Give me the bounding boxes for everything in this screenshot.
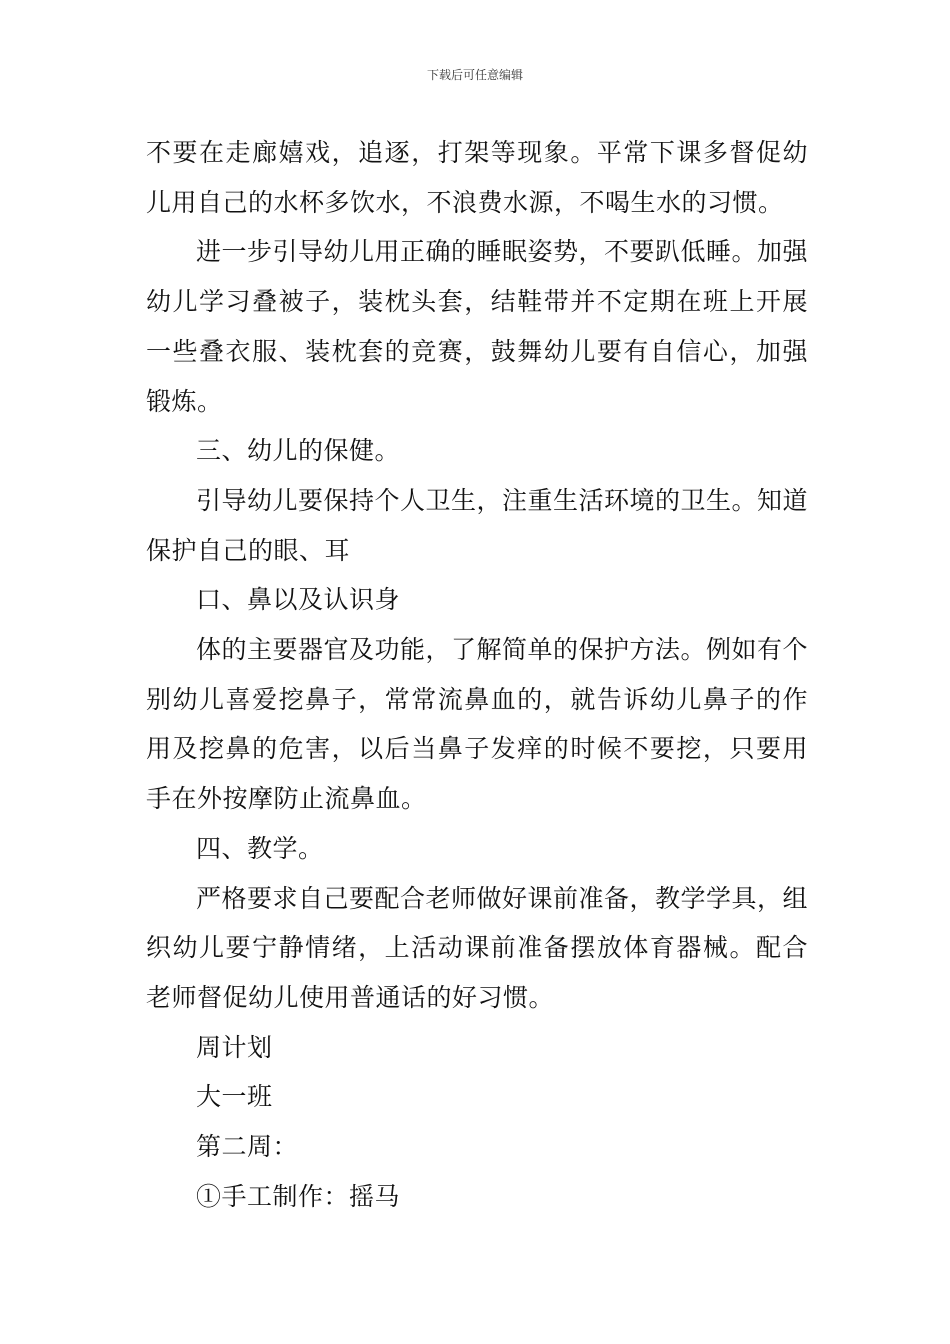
paragraph-3: 引导幼儿要保持个人卫生，注重生活环境的卫生。知道保护自己的眼、耳 bbox=[146, 485, 809, 565]
week-label: 第二周： bbox=[196, 1132, 299, 1162]
section-heading-teaching: 四、教学。 bbox=[196, 833, 324, 863]
paragraph-2: 进一步引导幼儿用正确的睡眠姿势，不要趴低睡。加强幼儿学习叠被子，装枕头套，结鞋带并不定期在班上开展一些叠衣服、装枕套的竞赛，鼓舞幼儿要有自信心，加强锻炼。 bbox=[146, 237, 809, 416]
plan-item-1: ①手工制作：摇马 bbox=[196, 1181, 401, 1211]
paragraph-6: 严格要求自己要配合老师做好课前准备，教学学具，组织幼儿要宁静情绪，上活动课前准备摆放体育器械。配合老师督促幼儿使用普通话的好习惯。 bbox=[146, 883, 809, 1012]
class-name: 大一班 bbox=[196, 1082, 273, 1112]
paragraph-1: 不要在走廊嬉戏，追逐，打架等现象。平常下课多督促幼儿用自己的水杯多饮水，不浪费水源，不喝生水的习惯。 bbox=[146, 138, 808, 217]
weekly-plan-title: 周计划 bbox=[196, 1032, 273, 1062]
paragraph-5: 体的主要器官及功能，了解简单的保护方法。例如有个别幼儿喜爱挖鼻子，常常流鼻血的，就告诉幼儿鼻子的作用及挖鼻的危害，以后当鼻子发痒的时候不要挖，只要用手在外按摩防止流鼻血。 bbox=[146, 635, 809, 814]
page-header-note: 下载后可任意编辑 bbox=[426, 68, 523, 82]
document-body bbox=[146, 128, 808, 1221]
paragraph-4: 口、鼻以及认识身 bbox=[196, 585, 401, 615]
section-heading-health: 三、幼儿的保健。 bbox=[196, 436, 401, 466]
